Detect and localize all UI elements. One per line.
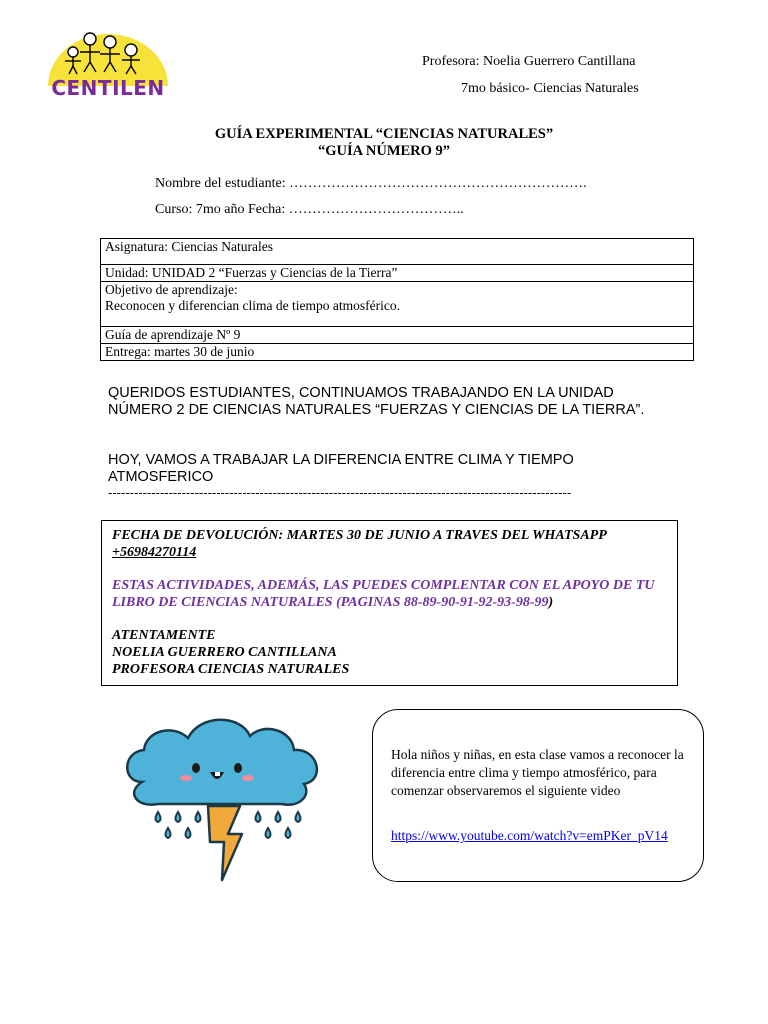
- video-link[interactable]: https://www.youtube.com/watch?v=emPKer_pV14: [391, 828, 668, 843]
- separator-line: -----------------------------------------------------------------------------------------------------------: [108, 485, 572, 500]
- support-note-text: ESTAS ACTIVIDADES, ADEMÁS, LAS PUEDES COMPLENTAR CON EL APOYO DE TU LIBRO DE CIENCIAS NATURALES (PAGINAS 88-89-90-91-92-93-98-99: [112, 578, 655, 610]
- closing-greeting: ATENTAMENTE: [112, 628, 216, 643]
- storm-cloud-icon: [112, 712, 352, 892]
- course-date-field: Curso: 7mo año Fecha: ………………………………..: [155, 202, 464, 217]
- support-note: [112, 577, 667, 611]
- whatsapp-phone: +56984270114: [112, 545, 197, 560]
- speech-bubble: [372, 709, 704, 882]
- signature-name: NOELIA GUERRERO CANTILLANA: [112, 645, 337, 660]
- school-logo: [40, 26, 176, 100]
- page-subtitle: “GUÍA NÚMERO 9”: [317, 143, 451, 159]
- objetivo-label: Objetivo de aprendizaje:: [105, 282, 238, 297]
- logo-text: CENTILEN: [51, 76, 165, 100]
- row-unidad: Unidad: UNIDAD 2 “Fuerzas y Ciencias de la Tierra”: [101, 265, 693, 282]
- row-asignatura: Asignatura: Ciencias Naturales: [101, 239, 693, 265]
- intro-paragraph-2: HOY, VAMOS A TRABAJAR LA DIFERENCIA ENTRE CLIMA Y TIEMPO ATMOSFERICO: [108, 452, 574, 485]
- support-note-close: ): [548, 595, 554, 610]
- row-objetivo: [101, 282, 693, 327]
- return-date-line: FECHA DE DEVOLUCIÓN: MARTES 30 DE JUNIO A TRAVES DEL WHATSAPP: [112, 528, 607, 543]
- row-entrega: Entrega: martes 30 de junio: [105, 344, 255, 359]
- bubble-message: Hola niños y niñas, en esta clase vamos a reconocer la diferencia entre clima y tiempo atmosférico, para comenzar observaremos el siguiente video: [391, 747, 684, 798]
- row-guia: Guía de aprendizaje Nº 9: [101, 327, 693, 344]
- student-name-field: Nombre del estudiante: ……………………………………………………….: [155, 176, 587, 191]
- page-title: GUÍA EXPERIMENTAL “CIENCIAS NATURALES”: [214, 126, 554, 142]
- intro-paragraph-1: QUERIDOS ESTUDIANTES, CONTINUAMOS TRABAJANDO EN LA UNIDAD NÚMERO 2 DE CIENCIAS NATURALES “FUERZAS Y CIENCIAS DE LA TIERRA”.: [108, 385, 645, 418]
- objetivo-text: Reconocen y diferencian clima de tiempo atmosférico.: [105, 298, 401, 313]
- signature-role: PROFESORA CIENCIAS NATURALES: [112, 662, 350, 677]
- course-label: 7mo básico- Ciencias Naturales: [461, 81, 639, 96]
- info-table: [100, 238, 694, 361]
- teacher-name: Profesora: Noelia Guerrero Cantillana: [422, 54, 636, 69]
- notice-box: [101, 520, 678, 686]
